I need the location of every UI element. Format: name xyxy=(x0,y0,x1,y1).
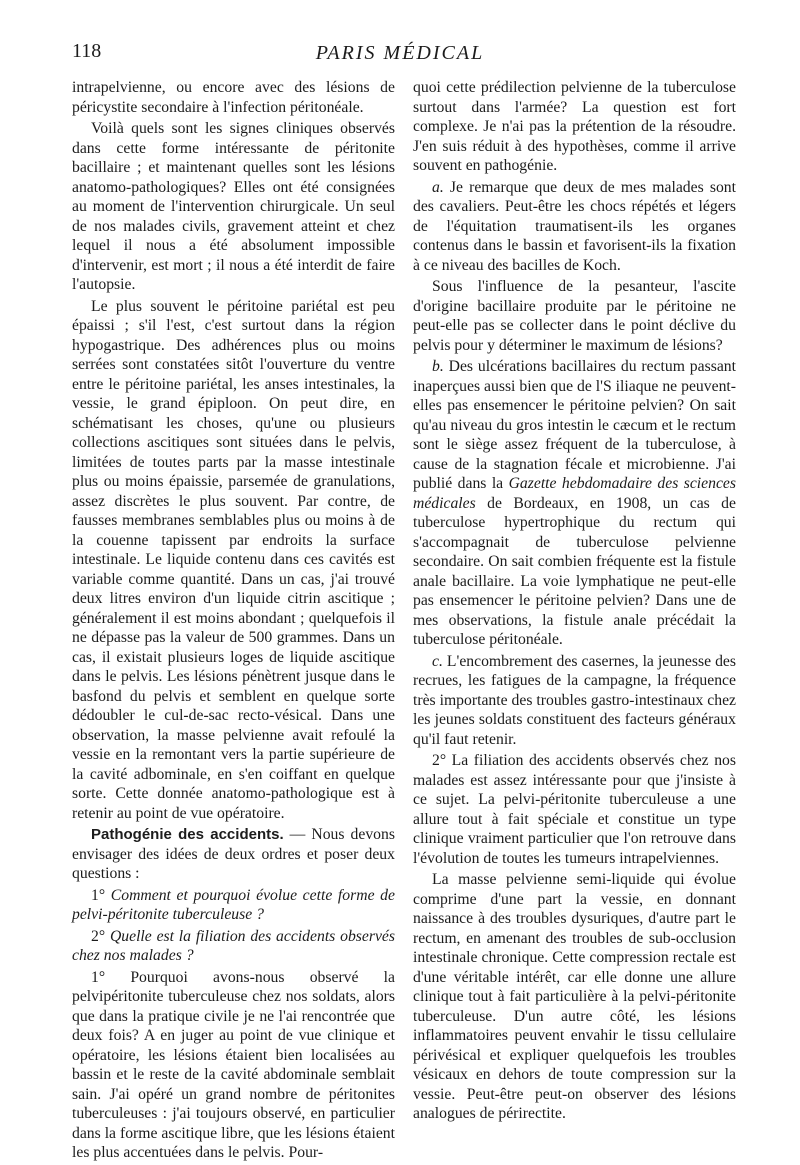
paragraph xyxy=(413,357,736,650)
question xyxy=(72,886,395,925)
question xyxy=(72,927,395,966)
section-heading: Pathogénie des accidents. xyxy=(91,826,284,843)
paragraph: 2° La filiation des accidents observés chez nos malades est assez intéressante pour que j'insiste à ce sujet. La pelvi-péritonite tuberculeuse a une allure tout à fait spéciale et constitue un type clinique vraiment particulier que l'on retrouve dans l'évolution de toutes les tumeurs intrapelviennes. xyxy=(413,752,736,867)
list-label: a. xyxy=(432,178,444,196)
question-number: 1° xyxy=(91,886,111,904)
right-column xyxy=(413,78,736,1126)
paragraph: La masse pelvienne semi-liquide qui évolue comprime d'une part la vessie, en donnant naissance à des troubles dysuriques, d'autre part le rectum, en amenant des troubles de sub-occlusion intestinale chronique. Cette compression rectale est d'une véritable intérêt, car elle donne une allure clinique tout à fait particulière à la pelvi-péritonite tuberculeuse. D'un autre côté, les lésions inflammatoires peuvent envahir le tissu cellulaire périvésical et expliquer quelquefois les troubles vésicaux en dehors de toute compression sur la vessie. Peut-être peut-on observer des lésions analogues de périrectite. xyxy=(413,871,736,1122)
paragraph-text: de Bordeaux, en 1908, un cas de tuberculose hypertrophique du rectum qui s'accompagnait de tuberculose pelvienne secondaire. On sait combien fréquente est la fistule anale bacillaire. La voie lymphatique ne peut-elle pas ensemencer le péritoine pelvien? Dans une de mes observations, la fistule anale précédait la tuberculose péritonéale. xyxy=(413,494,736,648)
journal-title: Gazette hebdomadaire des sciences médicales xyxy=(413,475,736,512)
paragraph: 1° Pourquoi avons-nous observé la pelvipéritonite tuberculeuse chez nos soldats, alors que dans la pratique civile je ne l'ai rencontrée que deux fois? A en juger au point de vue clinique et opératoire, les lésions étaient bien localisées au bassin et le reste de la cavité abdominale semblait sain. J'ai opéré un grand nombre de péritonites tuberculeuses : j'ai toujours observé, en particulier dans la forme ascitique libre, que les lésions étaient les plus accentuées dans le pelvis. Pour- xyxy=(72,968,395,1161)
question-number: 2° xyxy=(91,927,110,945)
running-title: PARIS MÉDICAL xyxy=(315,42,485,64)
left-column xyxy=(72,78,395,1165)
paragraph xyxy=(413,652,736,750)
page-number: 118 xyxy=(72,40,102,62)
paragraph: Voilà quels sont les signes cliniques observés dans cette forme intéressante de péritonite bacillaire ; et maintenant quelles sont les lésions anatomo-pathologiques? Elles ont été consignées au moment de l'intervention chirurgicale. Un seul de nos malades civils, gravement atteint et chez lequel il nous a été absolument impossible d'intervenir, est mort ; il nous a été interdit de faire l'autopsie. xyxy=(72,120,395,293)
page-header xyxy=(72,40,728,74)
paragraph-text: Je remarque que deux de mes malades sont des cavaliers. Peut-être les chocs répétés et légers de l'équitation traumatisent-ils les organes contenus dans le bassin et favorisent-ils la fixation à ce niveau des bacilles de Koch. xyxy=(413,178,736,274)
paragraph xyxy=(72,825,395,884)
paragraph-text: — Nous devons envisager des idées de deux ordres et poser deux questions : xyxy=(72,826,395,882)
paragraph: Sous l'influence de la pesanteur, l'ascite d'origine bacillaire produite par le péritoine ne peut-elle pas se collecter dans le point déclive du pelvis pour y déterminer le maximum de lésions? xyxy=(413,278,736,354)
paragraph-text: Des ulcérations bacillaires du rectum passant inaperçues aussi bien que de l'S iliaque ne peuvent-elles pas ensemencer le péritoine pelvien? On sait qu'au niveau du gros intestin le cæcum et le rectum sont le siège assez fréquent de la tuberculose, à cause de la stagnation fécale et microbienne. J'ai publié dans la xyxy=(413,358,736,492)
question-text: Comment et pourquoi évolue cette forme de pelvi-péritonite tuberculeuse ? xyxy=(72,886,395,923)
paragraph xyxy=(413,178,736,276)
list-label: b. xyxy=(432,358,444,375)
paragraph-text: L'encombrement des casernes, la jeunesse des recrues, les fatigues de la campagne, la fréquence très importante des troubles gastro-intestinaux chez les jeunes soldats constituent des facteurs généraux qu'il faut retenir. xyxy=(413,652,736,748)
list-label: c. xyxy=(432,652,443,670)
paragraph: Le plus souvent le péritoine pariétal est peu épaissi ; s'il l'est, c'est surtout dans la région hypogastrique. Des adhérences plus ou moins serrées sont constatées sitôt l'ouverture du ventre entre le péritoine pariétal, les anses intestinales, la vessie, le grand épiploon. On peut dire, en schématisant les choses, qu'une ou plusieurs collections ascitiques sont situées dans le pelvis, limitées de toutes parts par la masse intestinale plus ou moins épaissie, parsemée de granulations, assez discrètes le plus souvent. Par contre, de fausses membranes semblables plus ou moins à de la couenne tapissent par endroits la surface intestinale. Le liquide contenu dans ces cavités est variable comme quantité. Dans un cas, j'ai trouvé deux litres environ d'un liquide citrin ascitique ; généralement il est moins abondant ; quelquefois il ne dépasse pas la valeur de 500 grammes. Dans un cas, il existait plusieurs loges de liquide ascitique dans le pelvis. Les lésions pénètrent jusque dans le basfond du pelvis et semblent en quelque sorte dédoubler le cul-de-sac recto-vésical. Dans une observation, la masse pelvienne avait refoulé la vessie en la remontant vers la partie supérieure de la cavité adbominale, en s'en coiffant en quelque sorte. Cette donnée anatomo-pathologique est à retenir au point de vue opératoire. xyxy=(72,297,395,822)
question-text: Quelle est la filiation des accidents observés chez nos malades ? xyxy=(72,927,395,964)
paragraph: intrapelvienne, ou encore avec des lésions de péricystite secondaire à l'infection péritonéale. xyxy=(72,79,395,116)
paragraph: quoi cette prédilection pelvienne de la tuberculose surtout dans l'armée? La question est fort complexe. Je n'ai pas la prétention de la résoudre. J'en suis réduit à des hypothèses, comme il arrive souvent en pathogénie. xyxy=(413,79,736,174)
